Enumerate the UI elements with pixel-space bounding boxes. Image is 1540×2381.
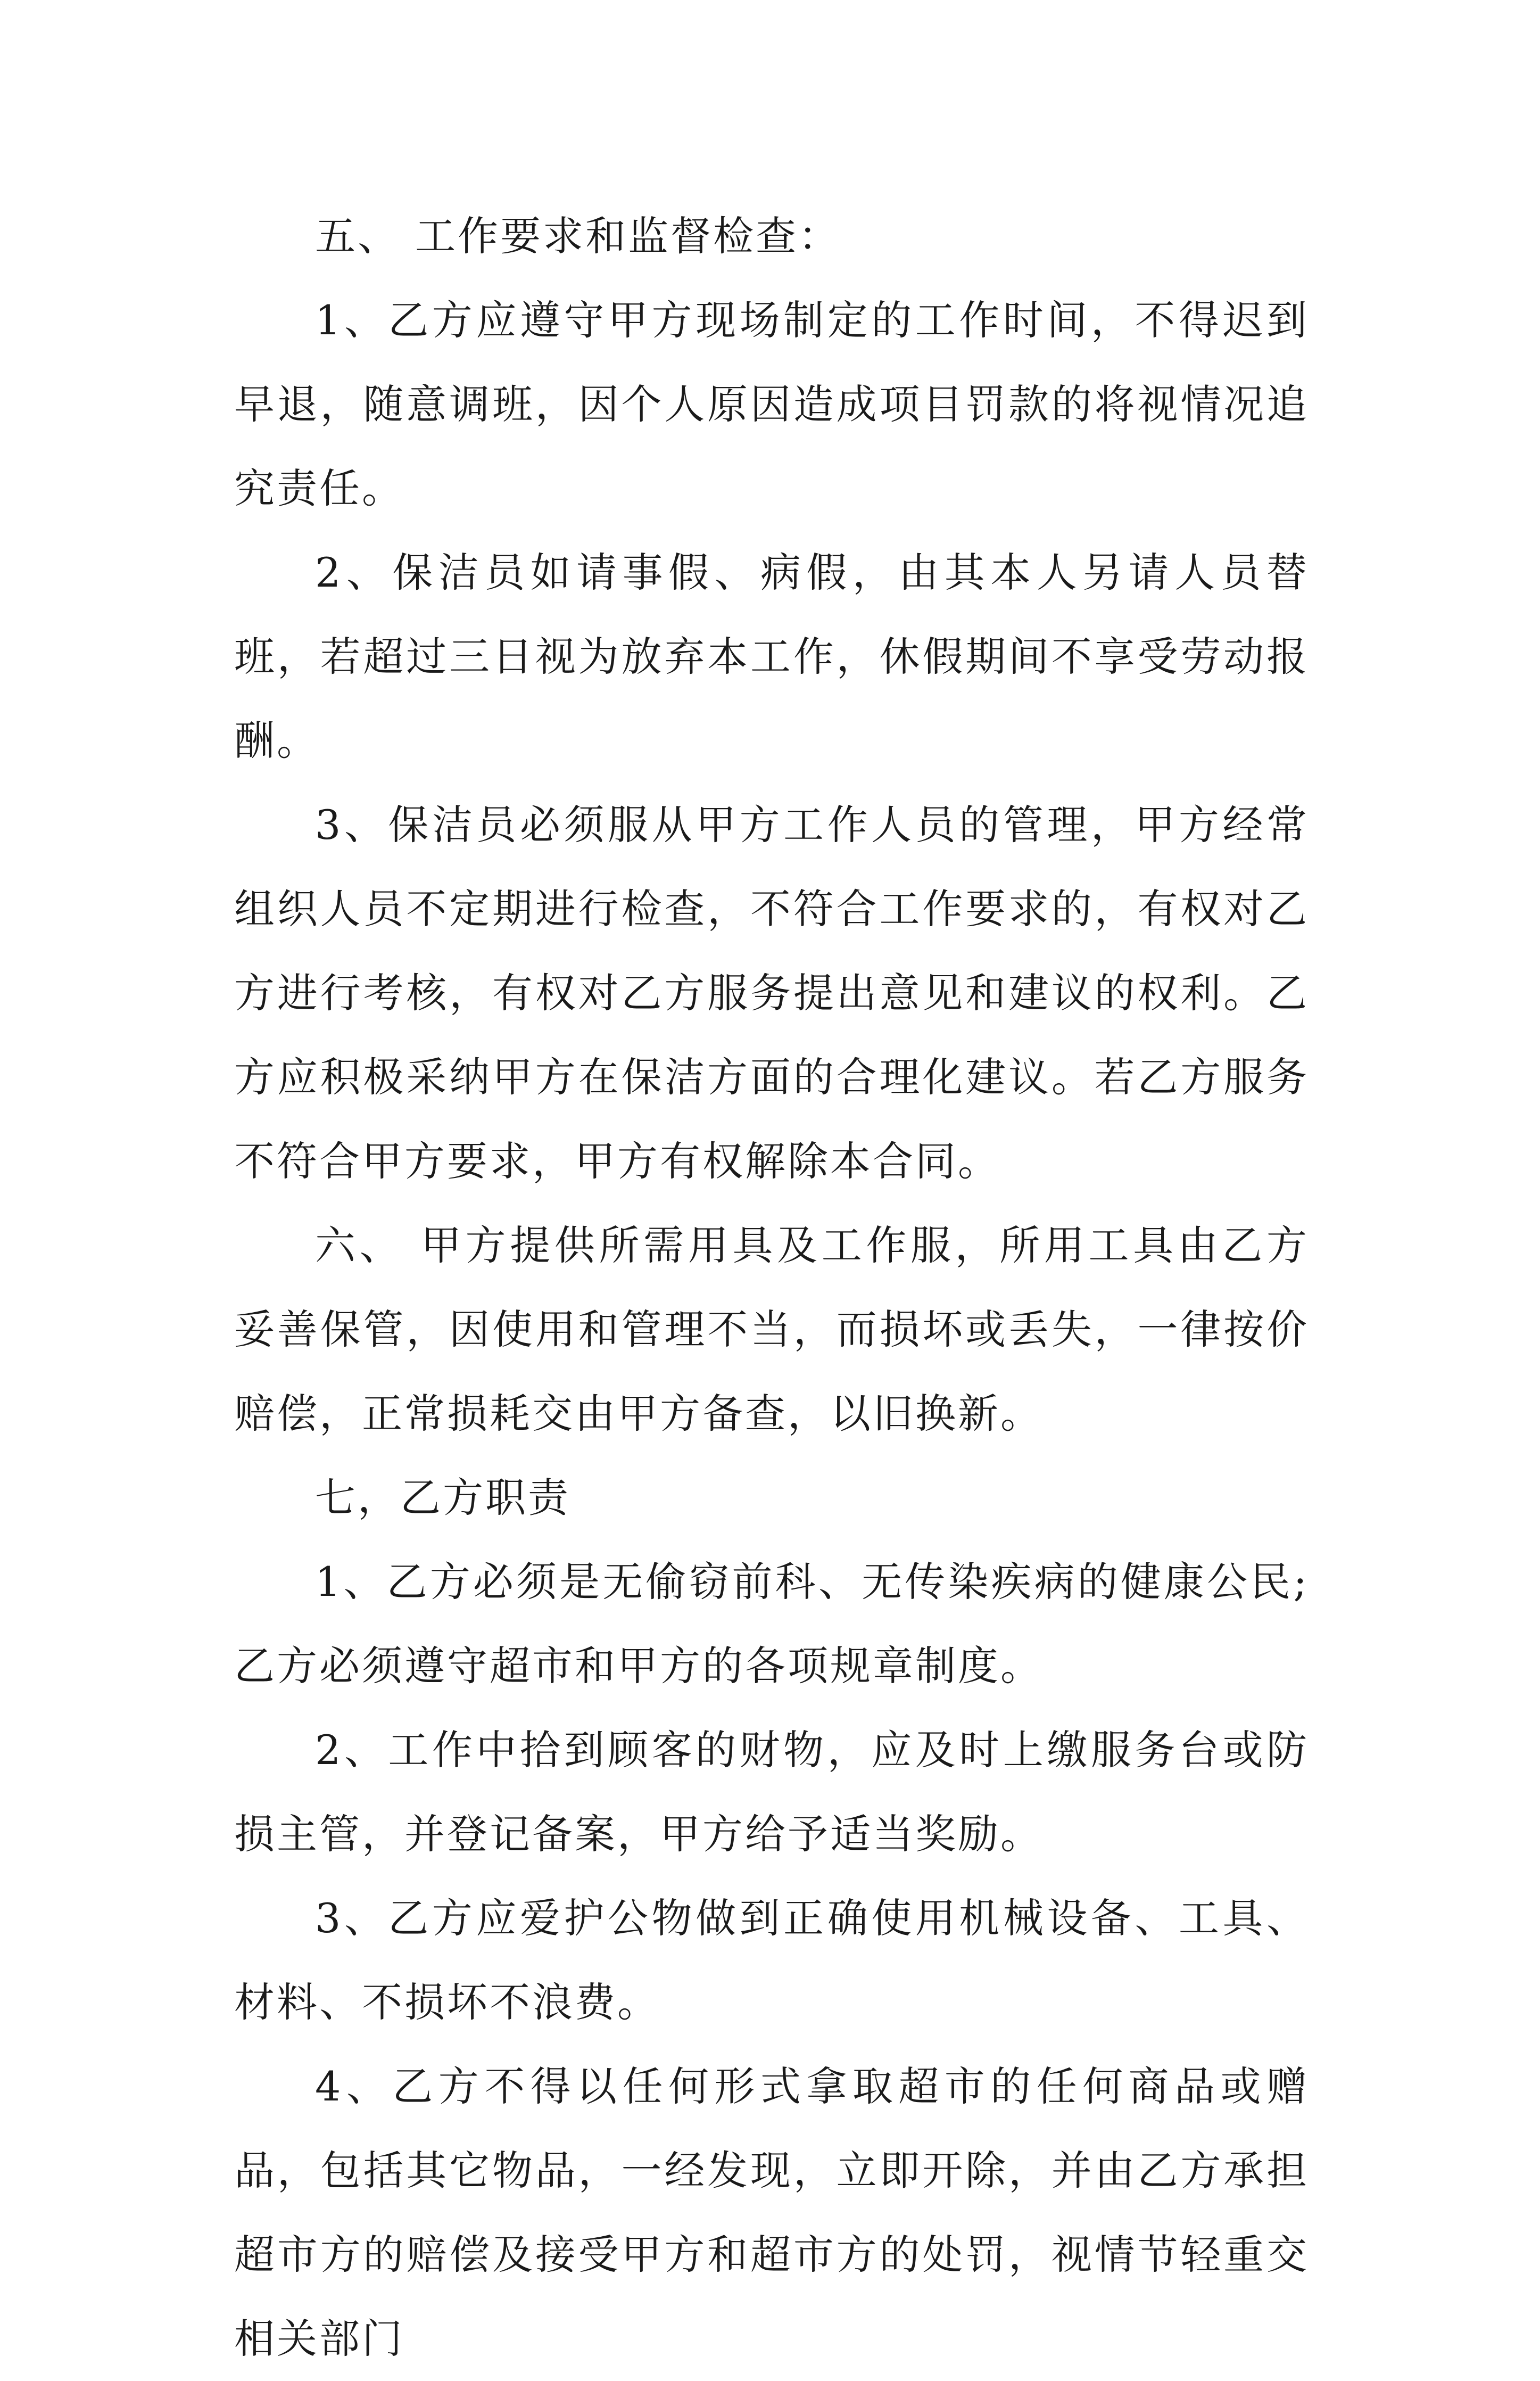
clause-paragraph: 1、乙方应遵守甲方现场制定的工作时间，不得迟到早退，随意调班，因个人原因造成项目罚款的将视情况追究责任。 — [234, 296, 1309, 512]
clause-paragraph: 1、乙方必须是无偷窃前科、无传染疾病的健康公民;乙方必须遵守超市和甲方的各项规章制度。 — [234, 1558, 1309, 1690]
clause-paragraph: 3、乙方应爱护公物做到正确使用机械设备、工具、材料、不损坏不浪费。 — [234, 1894, 1309, 2026]
section-heading-five: 五、 工作要求和监督检查： — [315, 212, 841, 260]
clause-paragraph: 4、乙方不得以任何形式拿取超市的任何商品或赠品，包括其它物品，一经发现，立即开除，并由乙方承担超市方的赔偿及接受甲方和超市方的处罚，视情节轻重交相关部门 — [234, 2063, 1309, 2362]
clause-paragraph: 3、保洁员必须服从甲方工作人员的管理，甲方经常组织人员不定期进行检查，不符合工作要求的，有权对乙方进行考核，有权对乙方服务提出意见和建议的权利。乙方应积极采纳甲方在保洁方面的合理化建议。若乙方服务不符合甲方要求，甲方有权解除本合同。 — [234, 801, 1309, 1185]
section-heading-six: 六、 甲方提供所需用具及工作服，所用工具由乙方妥善保管，因使用和管理不当，而损坏或丢失，一律按价赔偿，正常损耗交由甲方备查，以旧换新。 — [234, 1222, 1309, 1437]
clause-paragraph: 2、保洁员如请事假、病假，由其本人另请人员替班，若超过三日视为放弃本工作，休假期间不享受劳动报酬。 — [234, 549, 1309, 764]
clause-paragraph: 2、工作中拾到顾客的财物，应及时上缴服务台或防损主管，并登记备案，甲方给予适当奖励。 — [234, 1726, 1309, 1858]
section-heading-seven: 七，乙方职责 — [315, 1474, 570, 1521]
document-body — [234, 194, 1309, 2381]
